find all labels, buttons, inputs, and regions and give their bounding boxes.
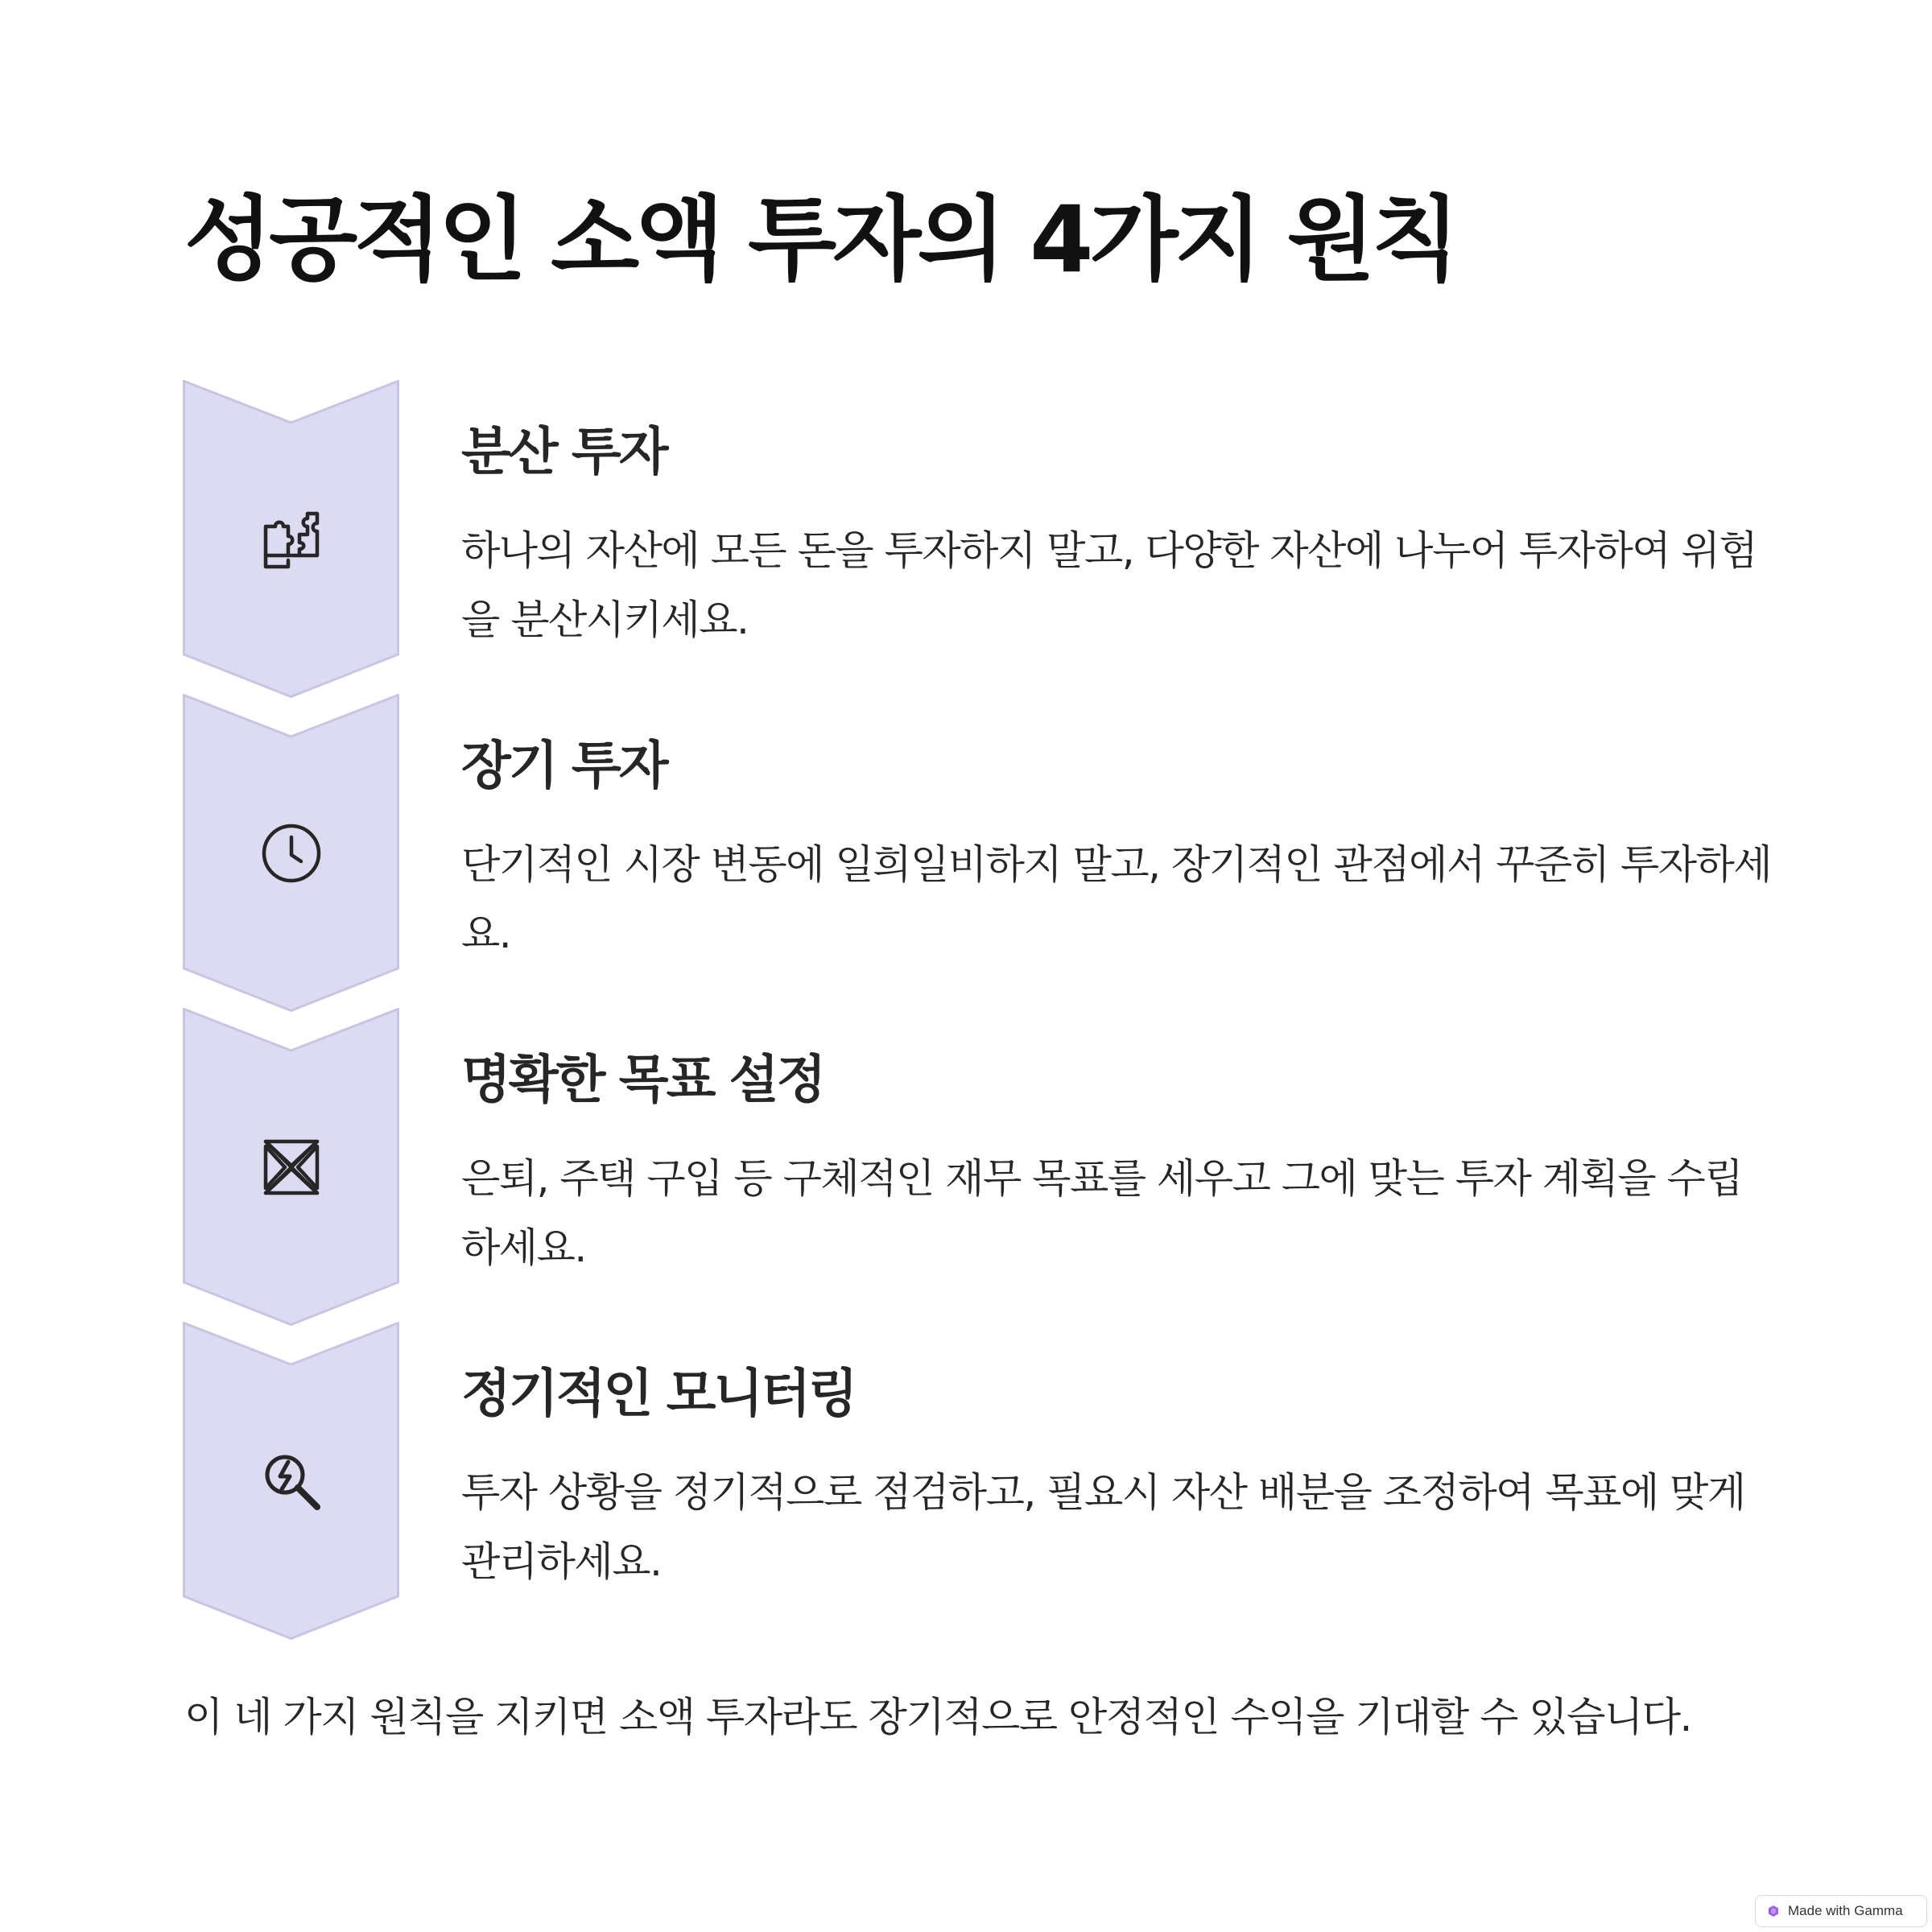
- step-3-heading: 명확한 목표 설정: [461, 1051, 824, 1110]
- step-4-heading: 정기적인 모니터링: [461, 1364, 856, 1424]
- step-2-chevron: [183, 694, 399, 1012]
- step-1-heading: 분산 투자: [461, 423, 667, 482]
- step-4-description: 투자 상황을 정기적으로 점검하고, 필요시 자산 배분을 조정하여 목표에 맞게 관리하세요.: [461, 1469, 1745, 1585]
- step-4-chevron: [183, 1322, 399, 1640]
- target-arrows-icon: [261, 1137, 322, 1198]
- step-1-chevron: [183, 380, 399, 698]
- step-2-description: 단기적인 시장 변동에 일희일비하지 말고, 장기적인 관점에서 꾸준히 투자하세요.: [461, 841, 1772, 957]
- step-2-heading: 장기 투자: [461, 737, 667, 796]
- page-title: 성공적인 소액 투자의 4가지 원칙: [184, 186, 1456, 293]
- badge-label: Made with Gamma: [1788, 1903, 1903, 1918]
- conclusion-text: 이 네 가지 원칙을 지키면 소액 투자라도 장기적으로 안정적인 수익을 기대할 수 있습니다.: [184, 1694, 1691, 1740]
- step-1-description: 하나의 자산에 모든 돈을 투자하지 말고, 다양한 자산에 나누어 투자하여 위험을 분산시키세요.: [461, 527, 1757, 643]
- step-3-description: 은퇴, 주택 구입 등 구체적인 재무 목표를 세우고 그에 맞는 투자 계획을 수립하세요.: [461, 1155, 1743, 1271]
- clock-icon: [261, 823, 322, 884]
- gamma-logo-icon: [1767, 1905, 1780, 1918]
- puzzle-icon: [261, 509, 322, 570]
- made-with-gamma-badge[interactable]: [1755, 1895, 1927, 1927]
- search-bolt-icon: [261, 1451, 322, 1512]
- step-3-chevron: [183, 1008, 399, 1326]
